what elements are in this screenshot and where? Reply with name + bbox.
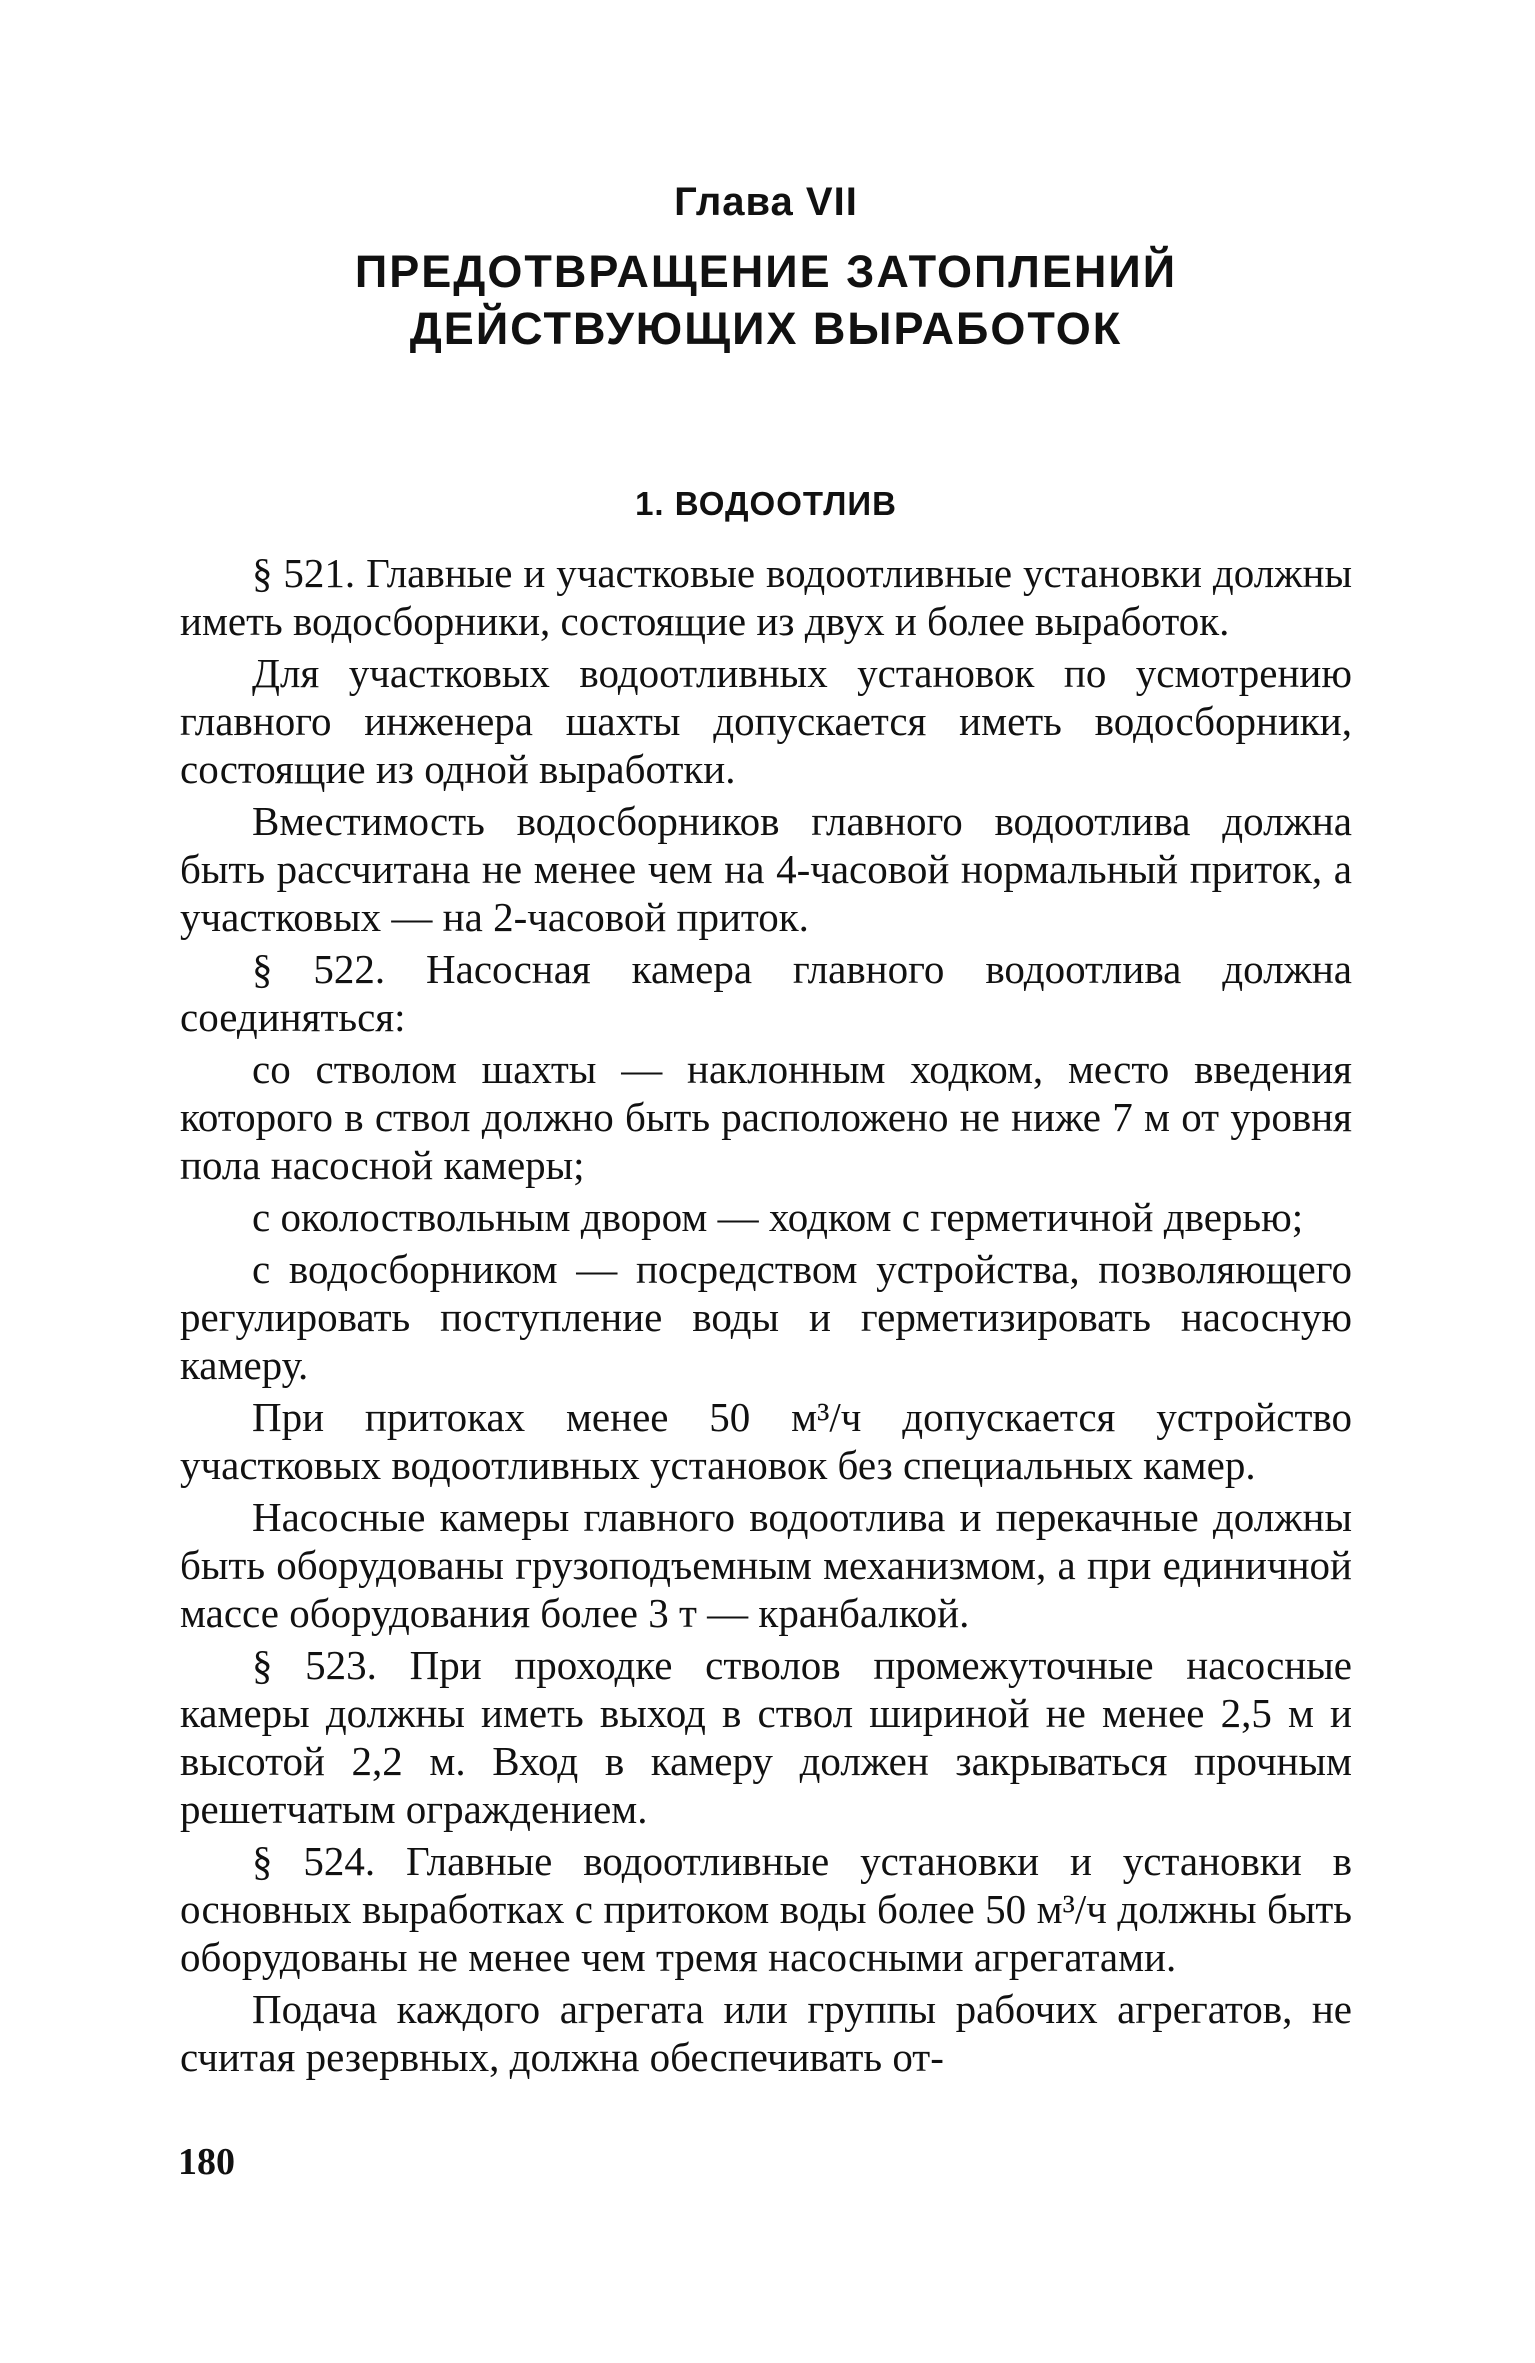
paragraph: Подача каждого агрегата или группы рабочих агрегатов, не считая резервных, должна обеспечивать от- <box>180 1986 1352 2080</box>
chapter-label: Глава VII <box>674 180 858 224</box>
paragraph: Вместимость водосборников главного водоотлива должна быть рассчитана не менее чем на 4-часовой нормальный приток, а участковых — на 2-часовой приток. <box>180 798 1352 940</box>
paragraph-522: § 522. Насосная камера главного водоотлива должна соединяться: <box>180 946 1352 1040</box>
paragraph-524: § 524. Главные водоотливные установки и установки в основных выработках с притоком воды более 50 м³/ч должны быть оборудованы не менее чем тремя насосными агрегатами. <box>180 1838 1352 1980</box>
paragraph: Для участковых водоотливных установок по усмотрению главного инженера шахты допускается иметь водосборники, состоящие из одной выработки. <box>180 650 1352 792</box>
paragraph: При притоках менее 50 м³/ч допускается устройство участковых водоотливных установок без специальных камер. <box>180 1394 1352 1488</box>
book-page <box>180 180 1352 2085</box>
paragraph-521: § 521. Главные и участковые водоотливные установки должны иметь водосборники, состоящие из двух и более выработок. <box>180 550 1352 644</box>
chapter-title <box>180 243 1352 357</box>
chapter-title-line-1: ПРЕДОТВРАЩЕНИЕ ЗАТОПЛЕНИЙ <box>354 246 1178 297</box>
paragraph: с водосборником — посредством устройства, позволяющего регулировать поступление воды и герметизировать насосную камеру. <box>180 1246 1352 1388</box>
paragraph-523: § 523. При проходке стволов промежуточные насосные камеры должны иметь выход в ствол шириной не менее 2,5 м и высотой 2,2 м. Вход в камеру должен закрываться прочным решетчатым ограждением. <box>180 1642 1352 1832</box>
section-title: 1. ВОДООТЛИВ <box>635 485 897 522</box>
paragraph: со стволом шахты — наклонным ходком, место введения которого в ствол должно быть расположено не ниже 7 м от уровня пола насосной камеры; <box>180 1046 1352 1188</box>
paragraph: Насосные камеры главного водоотлива и перекачные должны быть оборудованы грузоподъемным механизмом, а при единичной массе оборудования более 3 т — кранбалкой. <box>180 1494 1352 1636</box>
body-text <box>180 549 1352 2081</box>
paragraph: с околоствольным двором — ходком с герметичной дверью; <box>252 1194 1304 1240</box>
chapter-title-line-2: ДЕЙСТВУЮЩИХ ВЫРАБОТОК <box>409 303 1123 354</box>
page-number: 180 <box>178 2141 235 2183</box>
